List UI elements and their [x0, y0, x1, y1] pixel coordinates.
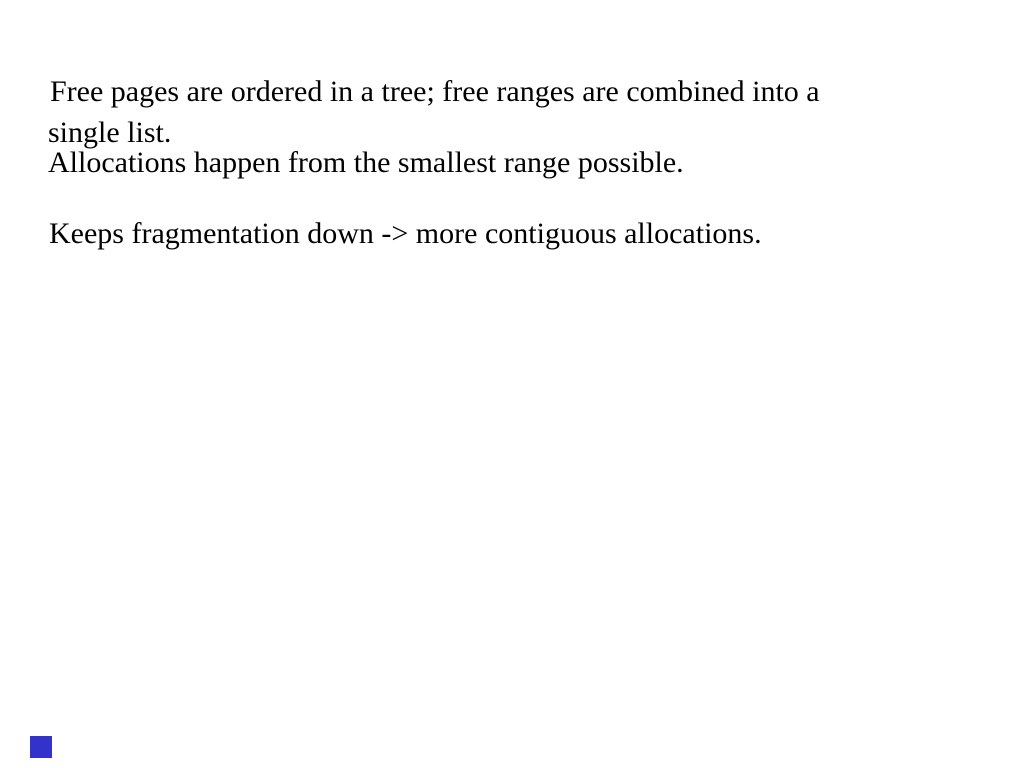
corner-accent-square — [30, 736, 52, 758]
slide-text-line-4: Keeps fragmentation down -> more contiguous allocations. — [49, 217, 762, 250]
slide-text-line-3: Allocations happen from the smallest range possible. — [48, 146, 684, 179]
slide-text-line-1: Free pages are ordered in a tree; free ranges are combined into a — [50, 75, 820, 108]
slide-text-line-2: single list. — [48, 116, 172, 149]
